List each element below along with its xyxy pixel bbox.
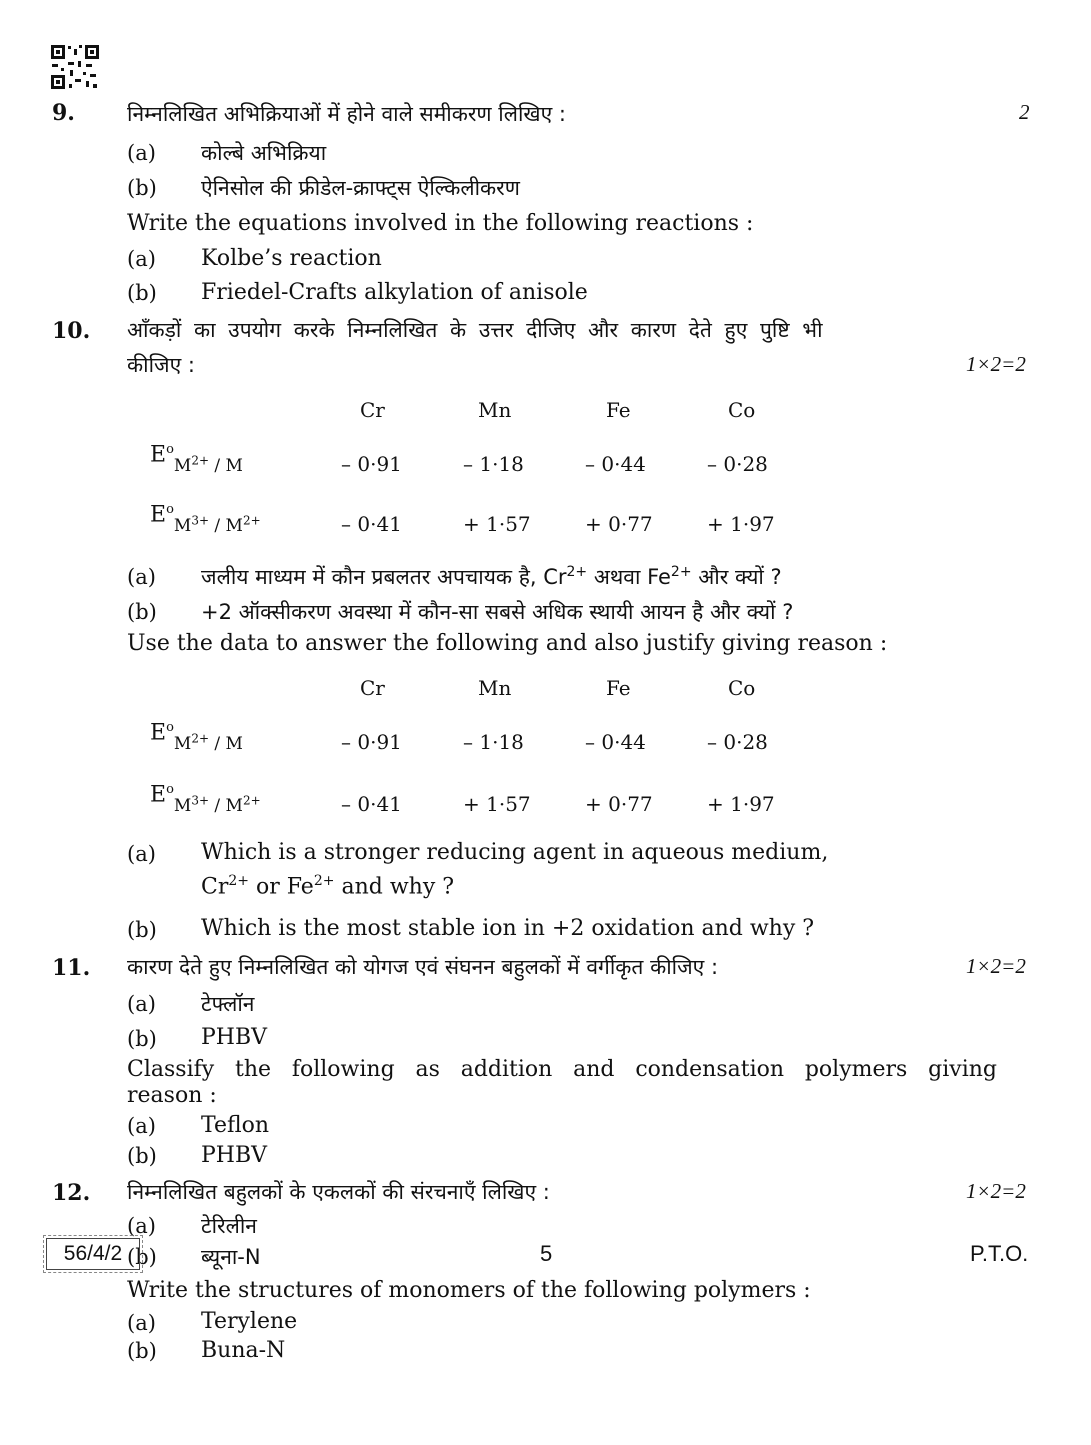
q10-english-a-line2: $Cr^{2+}$ or $Fe^{2+}$ and why ?	[201, 873, 455, 900]
table-cell: – 1·18	[463, 730, 524, 754]
question-number: 9.	[52, 100, 75, 126]
table-cell: – 1·18	[463, 452, 524, 476]
option-label: (a)	[127, 565, 156, 589]
table-col-header: Cr	[360, 398, 385, 422]
option-label: (b)	[127, 600, 157, 624]
table-cell: – 0·41	[341, 792, 402, 816]
q9-hindi-b: ऐनिसोल की फ्रीडेल-क्राफ्ट्स ऐल्किलीकरण	[201, 176, 520, 200]
q10-hindi-stem-line1: आँकड़ों का उपयोग करके निम्नलिखित के उत्तर दीजिए और कारण देते हुए पुष्टि भी	[127, 318, 823, 342]
q10-marks: 1×2=2	[966, 352, 1026, 376]
question-number: 12.	[52, 1180, 91, 1206]
table-cell: – 0·44	[585, 730, 646, 754]
page-number: 5	[540, 1241, 553, 1266]
table-cell: – 0·28	[707, 452, 768, 476]
table-cell: + 0·77	[585, 512, 653, 536]
option-label: (a)	[127, 1114, 156, 1138]
q12-marks: 1×2=2	[966, 1179, 1026, 1203]
table-cell: + 0·77	[585, 792, 653, 816]
option-label: (b)	[127, 1027, 157, 1051]
q11-english-a: Teflon	[201, 1113, 270, 1138]
option-label: (a)	[127, 1311, 156, 1335]
q12-english-b: Buna-N	[201, 1338, 286, 1363]
q12-hindi-b: ब्यूना-N	[201, 1245, 261, 1269]
option-label: (a)	[127, 992, 156, 1016]
table-col-header: Fe	[606, 398, 631, 422]
table-col-header: Mn	[478, 398, 512, 422]
pto-label: P.T.O.	[970, 1241, 1029, 1266]
table-cell: + 1·57	[463, 792, 531, 816]
table-cell: – 0·28	[707, 730, 768, 754]
q11-hindi-a: टेफ्लॉन	[201, 992, 255, 1016]
q9-hindi-a: कोल्बे अभिक्रिया	[201, 141, 327, 165]
q11-hindi-stem: कारण देते हुए निम्नलिखित को योगज एवं संघनन बहुलकों में वर्गीकृत कीजिए :	[127, 955, 719, 979]
e-notation-m2-m: $E^o_{M^{2+} / M}$	[150, 720, 243, 755]
q11-marks: 1×2=2	[966, 954, 1026, 978]
q9-english-a: Kolbe’s reaction	[201, 246, 382, 271]
q9-marks: 2	[1019, 100, 1030, 124]
table-cell: + 1·57	[463, 512, 531, 536]
q10-hindi-a: जलीय माध्यम में कौन प्रबलतर अपचायक है, $Cr^{2+}$ अथवा $Fe^{2+}$ और क्यों ?	[201, 564, 782, 589]
q10-hindi-stem-line2: कीजिए :	[127, 353, 195, 377]
table-cell: + 1·97	[707, 792, 775, 816]
table-col-header: Mn	[478, 676, 512, 700]
q10-english-a-line1: Which is a stronger reducing agent in aqueous medium,	[201, 840, 829, 865]
table-col-header: Co	[728, 398, 756, 422]
q11-english-b: PHBV	[201, 1143, 268, 1168]
table-cell: – 0·91	[341, 452, 402, 476]
question-number: 10.	[52, 318, 91, 344]
q9-english-b: Friedel-Crafts alkylation of anisole	[201, 280, 588, 305]
q10-english-b: Which is the most stable ion in +2 oxidation and why ?	[201, 916, 815, 941]
option-label: (b)	[127, 918, 157, 942]
table-cell: – 0·44	[585, 452, 646, 476]
option-label: (a)	[127, 1214, 156, 1238]
q10-english-stem: Use the data to answer the following and also justify giving reason :	[127, 631, 888, 656]
table-cell: + 1·97	[707, 512, 775, 536]
q12-english-a: Terylene	[201, 1309, 298, 1334]
option-label: (b)	[127, 1245, 157, 1269]
q9-english-stem: Write the equations involved in the following reactions :	[127, 211, 754, 236]
qr-code-icon	[50, 44, 100, 90]
table-col-header: Co	[728, 676, 756, 700]
table-col-header: Fe	[606, 676, 631, 700]
option-label: (a)	[127, 247, 156, 271]
e-notation-m3-m2: $E^o_{M^{3+} / M^{2+}}$	[150, 502, 261, 537]
q11-english-stem-line2: reason :	[127, 1083, 217, 1108]
q9-hindi-stem: निम्नलिखित अभिक्रियाओं में होने वाले समीकरण लिखिए :	[127, 102, 566, 126]
table-col-header: Cr	[360, 676, 385, 700]
table-cell: – 0·41	[341, 512, 402, 536]
option-label: (b)	[127, 1339, 157, 1363]
paper-code: 56/4/2	[46, 1238, 140, 1270]
e-notation-m2-m: $E^o_{M^{2+} / M}$	[150, 442, 243, 477]
q12-hindi-a: टेरिलीन	[201, 1214, 257, 1238]
option-label: (a)	[127, 141, 156, 165]
option-label: (b)	[127, 176, 157, 200]
question-number: 11.	[52, 955, 91, 981]
table-cell: – 0·91	[341, 730, 402, 754]
option-label: (a)	[127, 842, 156, 866]
option-label: (b)	[127, 281, 157, 305]
q11-english-stem-line1: Classify the following as addition and condensation polymers giving	[127, 1057, 997, 1082]
q11-hindi-b: PHBV	[201, 1025, 268, 1050]
q10-hindi-b: +2 ऑक्सीकरण अवस्था में कौन-सा सबसे अधिक स्थायी आयन है और क्यों ?	[201, 600, 794, 624]
e-notation-m3-m2: $E^o_{M^{3+} / M^{2+}}$	[150, 782, 261, 817]
q12-hindi-stem: निम्नलिखित बहुलकों के एकलकों की संरचनाएँ लिखिए :	[127, 1180, 550, 1204]
option-label: (b)	[127, 1144, 157, 1168]
q12-english-stem: Write the structures of monomers of the following polymers :	[127, 1278, 811, 1303]
